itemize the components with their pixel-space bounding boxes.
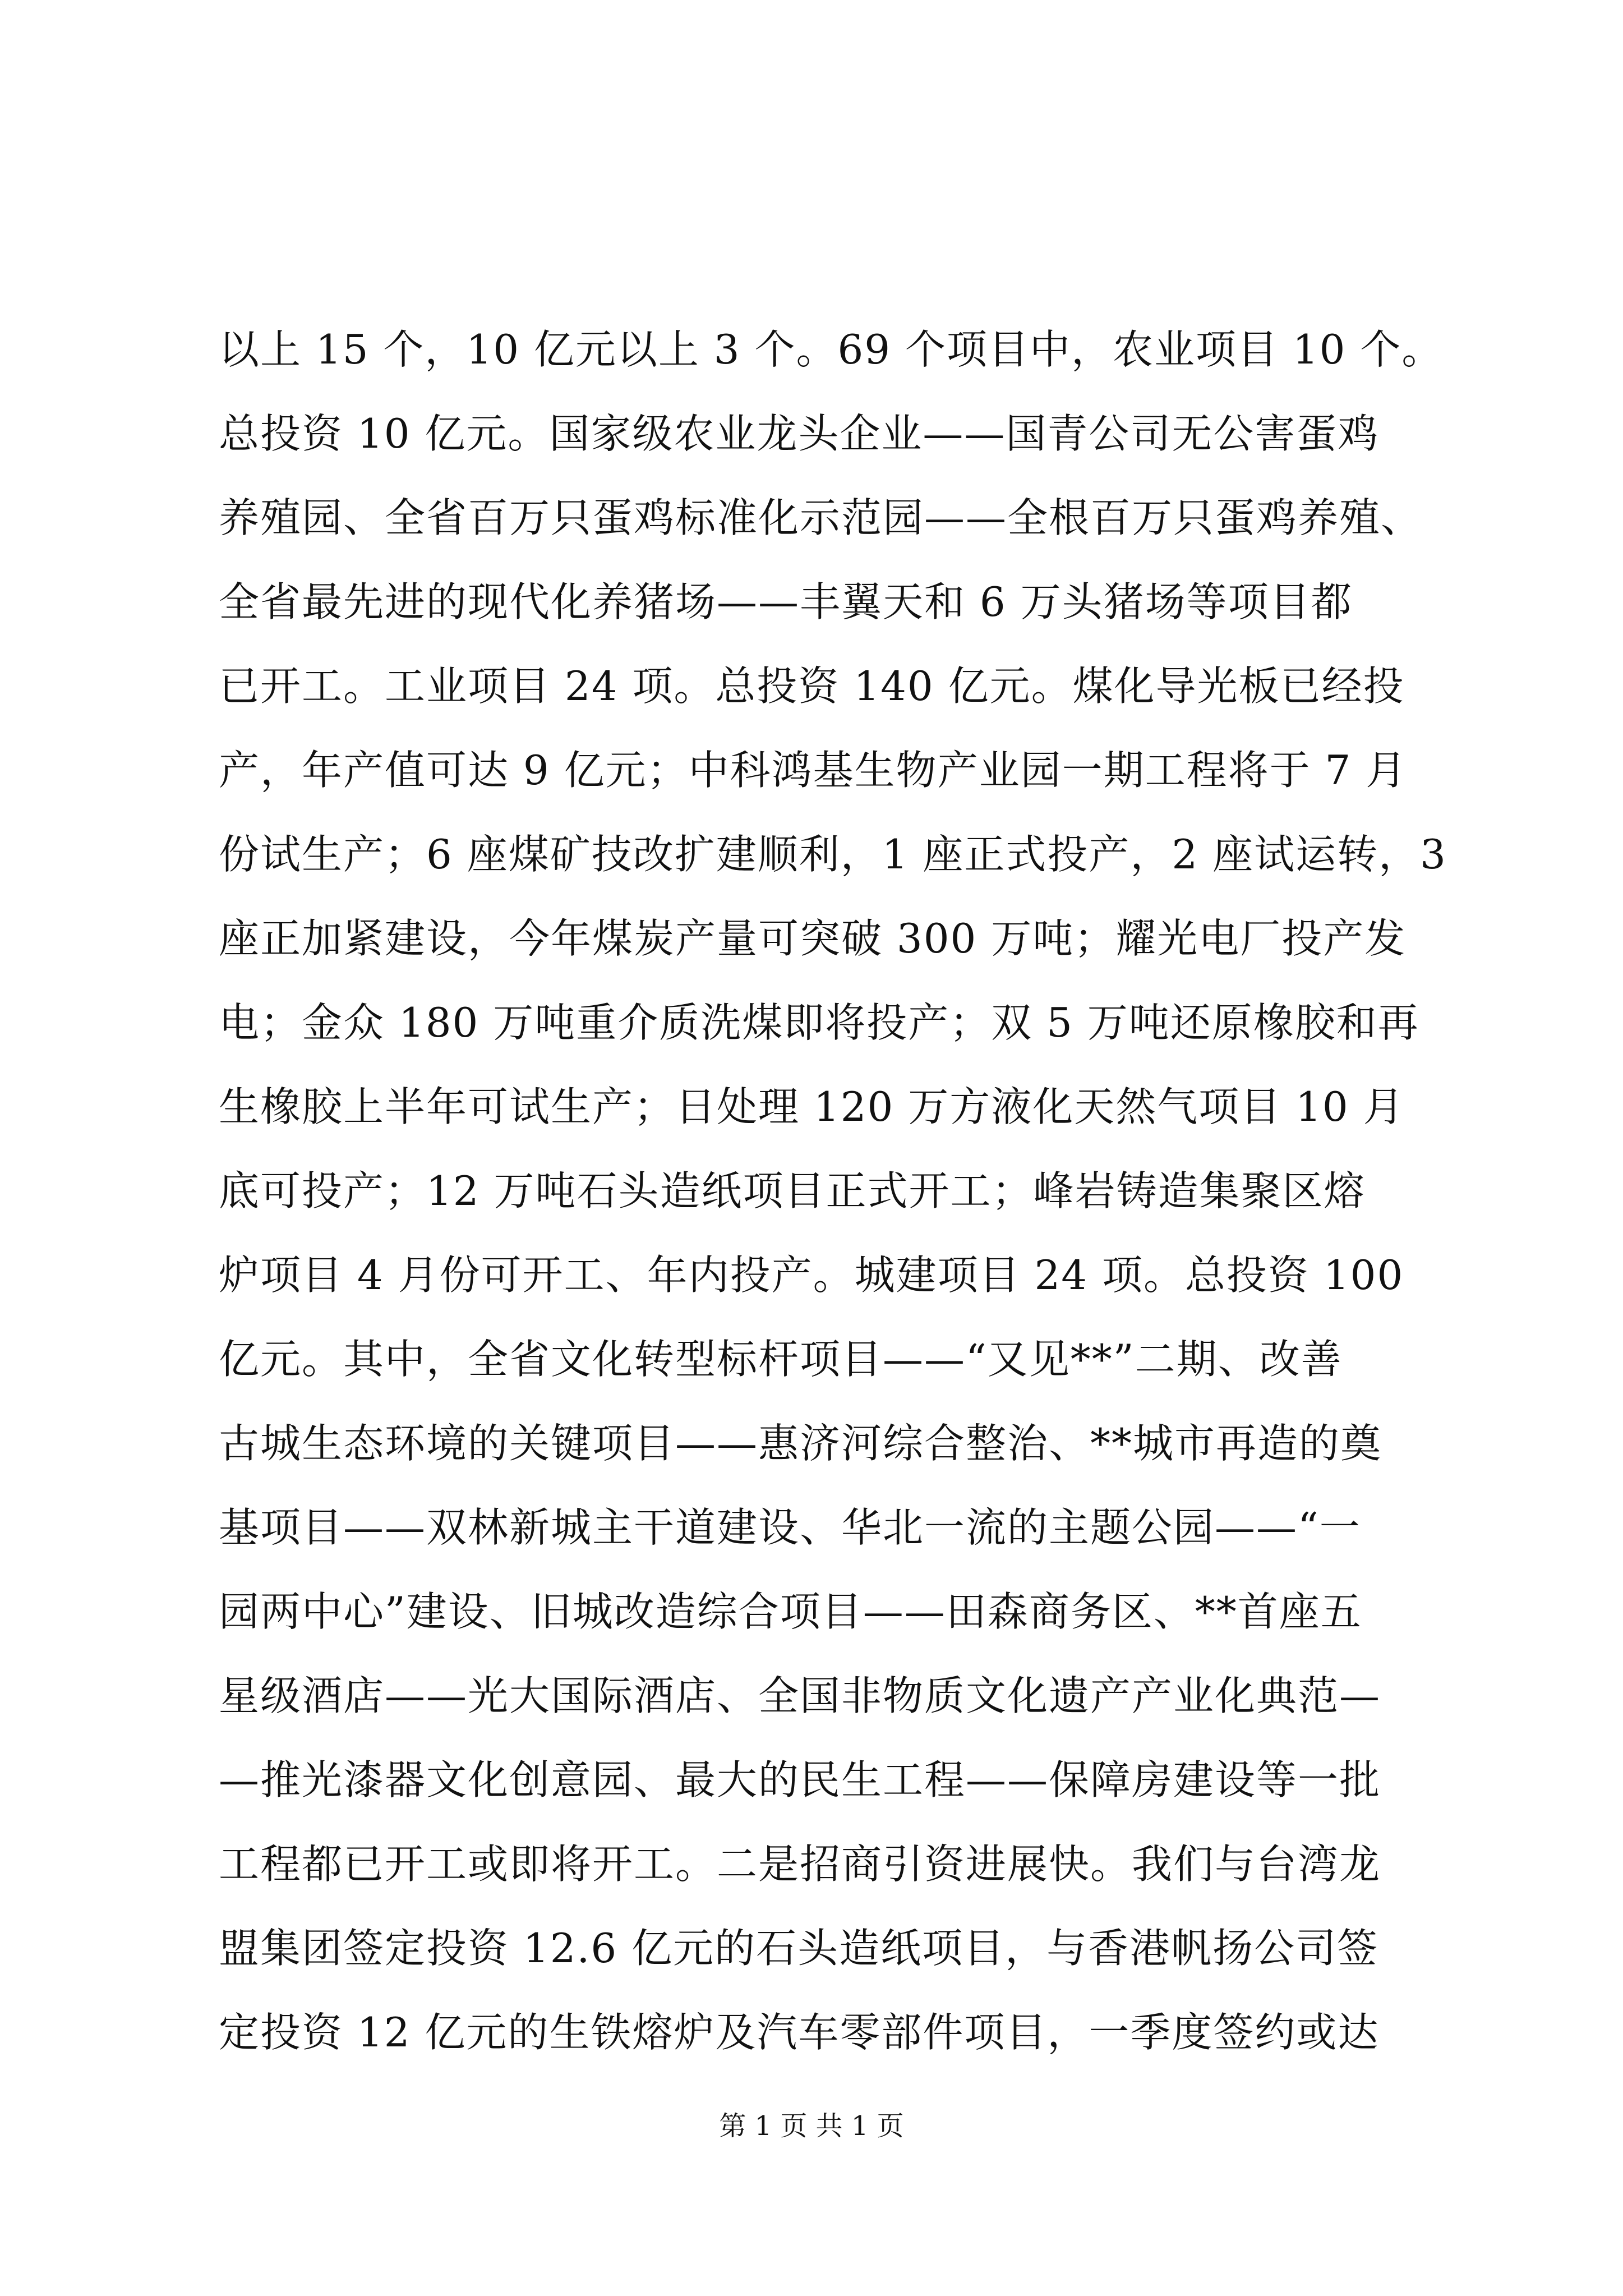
text-line: 盟集团签定投资 12.6 亿元的石头造纸项目，与香港帆扬公司签 (219, 1925, 1379, 1972)
text-line: 电；金众 180 万吨重介质洗煤即将投产；双 5 万吨还原橡胶和再 (219, 999, 1419, 1046)
text-line: 产，年产值可达 9 亿元；中科鸿基生物产业园一期工程将于 7 月 (219, 747, 1408, 794)
text-line: 生橡胶上半年可试生产；日处理 120 万方液化天然气项目 10 月 (219, 1083, 1405, 1130)
text-line: 以上 15 个，10 亿元以上 3 个。69 个项目中，农业项目 10 个。 (219, 326, 1444, 373)
text-line: 炉项目 4 月份可开工、年内投产。城建项目 24 项。总投资 100 (219, 1251, 1404, 1299)
text-line: 份试生产；6 座煤矿技改扩建顺利，1 座正式投产，2 座试运转，3 (219, 831, 1447, 878)
text-line: 底可投产；12 万吨石头造纸项目正式开工；峰岩铸造集聚区熔 (219, 1167, 1366, 1214)
text-line: 基项目——双林新城主干道建设、华北一流的主题公园——“一 (219, 1504, 1361, 1551)
text-line: 养殖园、全省百万只蛋鸡标准化示范园——全根百万只蛋鸡养殖、 (219, 494, 1423, 541)
text-line: 园两中心”建设、旧城改造综合项目——田森商务区、**首座五 (219, 1588, 1362, 1635)
text-line: 已开工。工业项目 24 项。总投资 140 亿元。煤化导光板已经投 (219, 662, 1405, 710)
text-line: 总投资 10 亿元。国家级农业龙头企业——国青公司无公害蛋鸡 (219, 410, 1380, 457)
page-number-footer: 第 1 页 共 1 页 (719, 2110, 904, 2142)
text-line: 全省最先进的现代化养猪场——丰翼天和 6 万头猪场等项目都 (219, 578, 1353, 625)
text-line: 亿元。其中，全省文化转型标杆项目——“又见**”二期、改善 (219, 1336, 1343, 1383)
text-line: —推光漆器文化创意园、最大的民生工程——保障房建设等一批 (219, 1756, 1381, 1803)
text-line: 古城生态环境的关键项目——惠济河综合整治、**城市再造的奠 (219, 1420, 1382, 1467)
text-line: 星级酒店——光大国际酒店、全国非物质文化遗产产业化典范— (219, 1672, 1381, 1719)
body-text (219, 307, 1447, 2074)
text-line: 定投资 12 亿元的生铁熔炉及汽车零部件项目，一季度签约或达 (219, 2009, 1380, 2056)
text-line: 座正加紧建设，今年煤炭产量可突破 300 万吨；耀光电厂投产发 (219, 915, 1407, 962)
text-line: 工程都已开工或即将开工。二是招商引资进展快。我们与台湾龙 (219, 1841, 1381, 1888)
